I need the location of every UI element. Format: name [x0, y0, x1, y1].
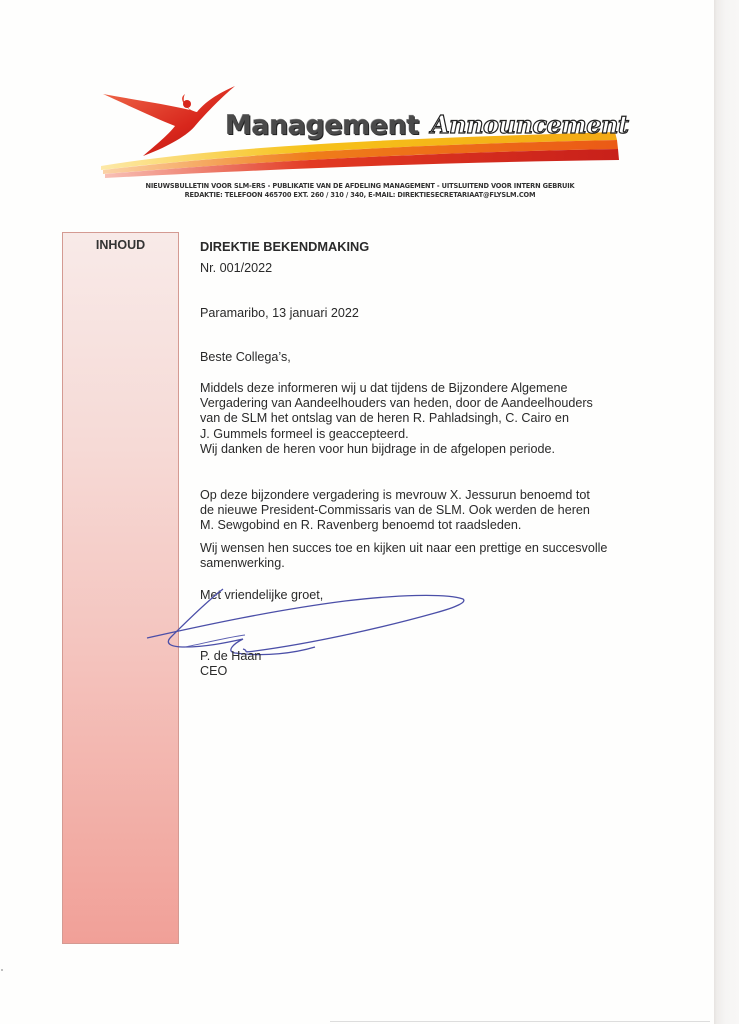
signatory-name: P. de Haan	[200, 649, 262, 663]
text-line: de nieuwe President-Commissaris van de SLM. Ook werden de heren	[200, 503, 590, 518]
text-line: samenwerking.	[200, 556, 285, 571]
paragraph-appointments	[200, 488, 590, 534]
page-edge-line	[330, 1021, 710, 1022]
scan-speck	[1, 969, 3, 971]
text-line: Vergadering van Aandeelhouders van heden, door de Aandeelhouders	[200, 396, 593, 411]
newsletter-tagline: NIEUWSBULLETIN VOOR SLM-ERS - PUBLIKATIE VAN DE AFDELING MANAGEMENT - UITSLUITEND VOOR INTERN GEBRUIK	[145, 182, 575, 190]
viewer-background-strip	[714, 0, 739, 1024]
announcement-heading: DIREKTIE BEKENDMAKING	[200, 239, 370, 254]
logo-script-wordmark: Announcement	[431, 110, 629, 139]
contact-line: REDAKTIE: TELEFOON 465700 EXT. 260 / 310 / 340, E-MAIL: DIREKTIESECRETARIAAT@FLYSLM.COM	[184, 191, 536, 199]
text-line: van de SLM het ontslag van de heren R. Pahladsingh, C. Cairo en	[200, 411, 569, 426]
handwritten-signature	[145, 585, 475, 665]
announcement-number: Nr. 001/2022	[200, 261, 273, 275]
paragraph-resignations	[200, 381, 593, 457]
text-line: M. Sewgobind en R. Ravenberg benoemd tot raadsleden.	[200, 518, 522, 533]
newsletter-logo	[95, 82, 635, 182]
letter-greeting: Beste Collega’s,	[200, 350, 291, 364]
text-line: Wij danken de heren voor hun bijdrage in de afgelopen periode.	[200, 441, 555, 456]
logo-wordmark: Management	[225, 110, 419, 141]
text-line: Middels deze informeren wij u dat tijdens de Bijzondere Algemene	[200, 381, 568, 395]
signatory-title: CEO	[200, 664, 228, 678]
sidebar-title: INHOUD	[95, 238, 146, 252]
text-line: J. Gummels formeel is geaccepteerd.	[200, 426, 409, 441]
bird-logo-icon	[103, 86, 235, 156]
letter-date: Paramaribo, 13 januari 2022	[200, 306, 359, 320]
letter-closing: Met vriendelijke groet,	[200, 588, 324, 602]
text-line: Op deze bijzondere vergadering is mevrouw X. Jessurun benoemd tot	[200, 488, 590, 502]
text-line: Wij wensen hen succes toe en kijken uit naar een prettige en succesvolle	[200, 541, 608, 555]
paragraph-wishes	[200, 541, 607, 571]
